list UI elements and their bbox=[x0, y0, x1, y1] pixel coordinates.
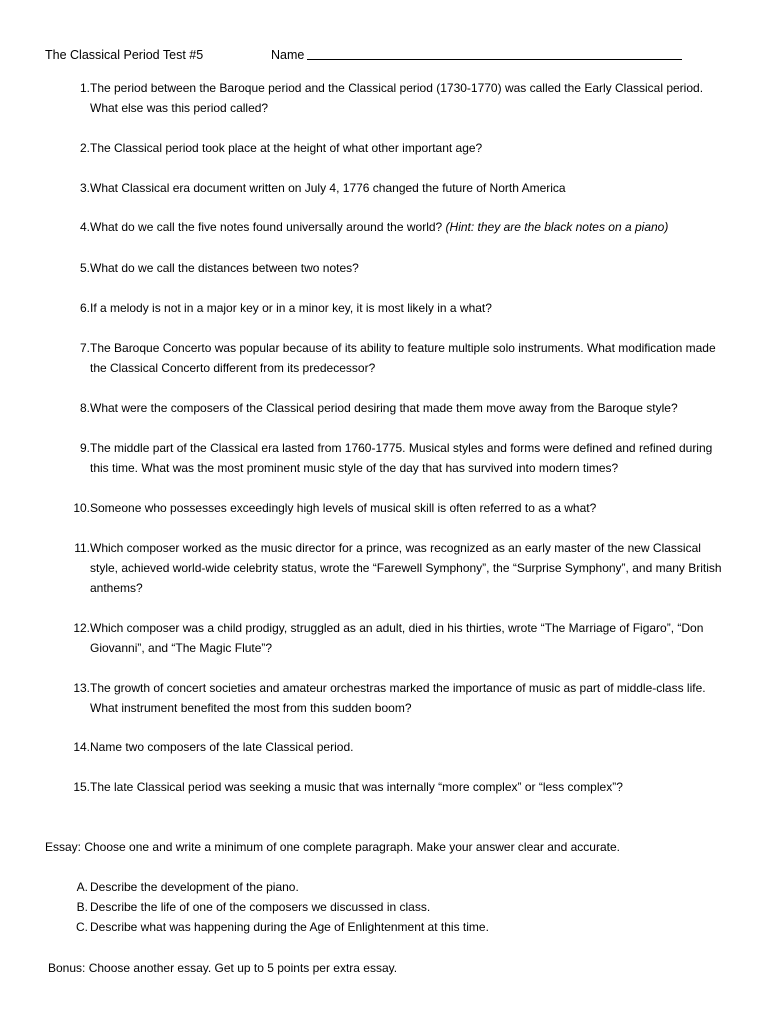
question-5 bbox=[66, 258, 726, 278]
question-hint: (Hint: they are the black notes on a piano) bbox=[445, 220, 669, 234]
question-number: 10. bbox=[73, 501, 90, 515]
question-number: 1. bbox=[79, 81, 90, 95]
question-9 bbox=[66, 438, 726, 478]
bonus-instructions: Bonus: Choose another essay. Get up to 5 points per extra essay. bbox=[48, 961, 398, 975]
essay-option-text: Describe the development of the piano. bbox=[90, 880, 299, 894]
question-text: The late Classical period was seeking a music that was internally “more complex” or “less complex”? bbox=[90, 780, 623, 794]
question-13 bbox=[66, 678, 726, 718]
question-text: What were the composers of the Classical period desiring that made them move away from the Baroque style? bbox=[90, 401, 678, 415]
question-number: 13. bbox=[73, 681, 90, 695]
name-blank-line[interactable] bbox=[307, 59, 682, 60]
question-6 bbox=[66, 298, 726, 318]
question-number: 15. bbox=[73, 780, 90, 794]
test-title: The Classical Period Test #5 bbox=[45, 48, 204, 62]
question-10 bbox=[66, 498, 726, 518]
question-text bbox=[90, 217, 726, 237]
name-label: Name bbox=[271, 48, 305, 62]
question-text: The Classical period took place at the height of what other important age? bbox=[90, 141, 483, 155]
question-11 bbox=[66, 538, 726, 598]
question-14 bbox=[66, 737, 726, 757]
question-1 bbox=[66, 78, 726, 118]
question-text: The period between the Baroque period and the Classical period (1730-1770) was called the Early Classical period. What else was this period called? bbox=[90, 81, 704, 115]
question-text: The growth of concert societies and amateur orchestras marked the importance of music as part of middle-class life. What instrument benefited the most from this sudden boom? bbox=[90, 681, 706, 715]
question-text: Someone who possesses exceedingly high levels of musical skill is often referred to as a what? bbox=[90, 501, 597, 515]
question-text: The Baroque Concerto was popular because of its ability to feature multiple solo instruments. What modification made the Classical Concerto different from its predecessor? bbox=[90, 341, 716, 375]
essay-option-c bbox=[72, 917, 722, 937]
question-number: 11. bbox=[74, 541, 90, 555]
question-number: 5. bbox=[79, 261, 90, 275]
question-text: Which composer worked as the music director for a prince, was recognized as an early master of the new Classical style, achieved world-wide celebrity status, wrote the “Farewell Symphony”, the “Surprise Symphony”, and many British anthems? bbox=[90, 541, 722, 595]
essay-option-letter: B. bbox=[76, 900, 88, 914]
question-number: 6. bbox=[79, 301, 90, 315]
essay-option-letter: C. bbox=[76, 920, 88, 934]
question-main-text: What do we call the five notes found universally around the world? bbox=[90, 220, 443, 234]
question-4 bbox=[66, 217, 726, 237]
test-header bbox=[45, 45, 728, 65]
question-text: What do we call the distances between two notes? bbox=[90, 261, 359, 275]
question-7 bbox=[66, 338, 726, 378]
question-number: 2. bbox=[79, 141, 90, 155]
question-number: 9. bbox=[79, 441, 90, 455]
essay-option-letter: A. bbox=[76, 880, 88, 894]
question-number: 7. bbox=[79, 341, 90, 355]
question-number: 3. bbox=[79, 181, 90, 195]
essay-option-b bbox=[72, 897, 722, 917]
question-text: Name two composers of the late Classical period. bbox=[90, 740, 354, 754]
essay-instructions: Essay: Choose one and write a minimum of one complete paragraph. Make your answer clear and accurate. bbox=[45, 840, 620, 854]
essay-option-a bbox=[72, 877, 722, 897]
question-text: Which composer was a child prodigy, struggled as an adult, died in his thirties, wrote “The Marriage of Figaro”, “Don Giovanni”, and “The Magic Flute”? bbox=[90, 621, 704, 655]
question-3 bbox=[66, 178, 726, 198]
question-text: What Classical era document written on July 4, 1776 changed the future of North America bbox=[90, 181, 566, 195]
question-number: 12. bbox=[73, 621, 90, 635]
question-2 bbox=[66, 138, 726, 158]
question-number: 8. bbox=[79, 401, 90, 415]
question-8 bbox=[66, 398, 726, 418]
essay-option-text: Describe what was happening during the Age of Enlightenment at this time. bbox=[90, 920, 489, 934]
essay-option-text: Describe the life of one of the composers we discussed in class. bbox=[90, 900, 431, 914]
question-15 bbox=[66, 777, 726, 797]
question-number: 4. bbox=[79, 220, 90, 234]
question-text: The middle part of the Classical era lasted from 1760-1775. Musical styles and forms were defined and refined during this time. What was the most prominent music style of the day that has survived into modern times? bbox=[90, 441, 713, 475]
question-12 bbox=[66, 618, 726, 658]
question-text: If a melody is not in a major key or in a minor key, it is most likely in a what? bbox=[90, 301, 492, 315]
question-number: 14. bbox=[73, 740, 90, 754]
